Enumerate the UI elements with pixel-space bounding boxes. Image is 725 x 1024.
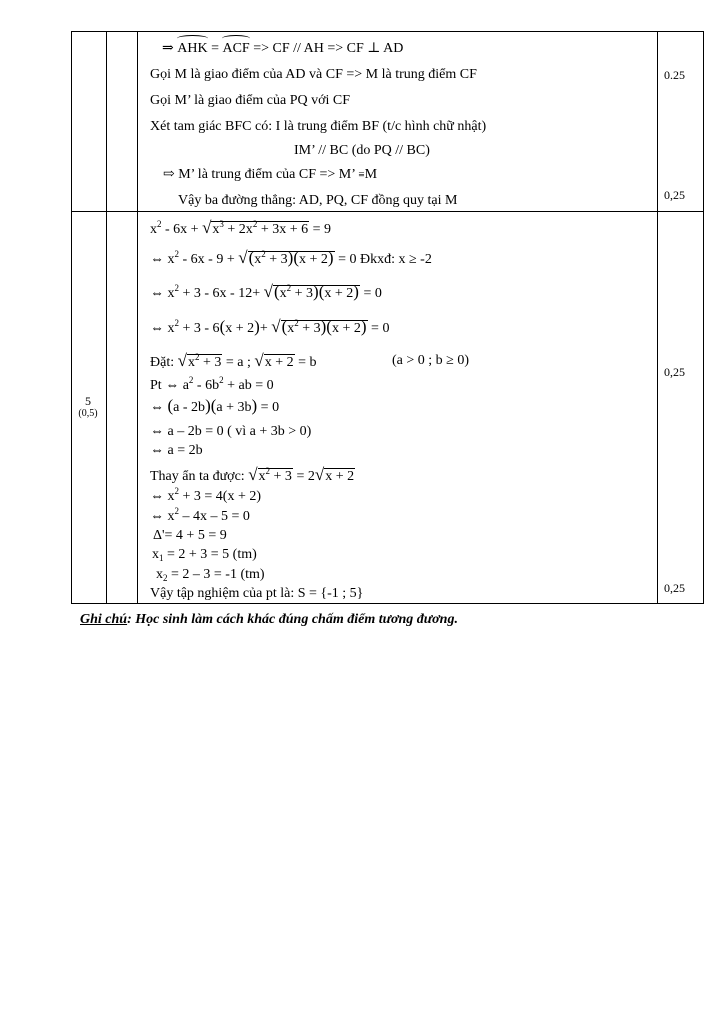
equivalent-icon: ⇔ [150,286,164,301]
root-x2: $x_2 = 2 - 3 = -1$ (tm) [156,567,265,583]
angle-ahk: AHK [177,41,208,56]
question-number: 5 [85,394,91,408]
arrow-right-icon: ⇨ [163,167,175,182]
col-line [71,31,72,604]
equivalent-icon: ⇔ [150,252,164,267]
equivalent-icon: ⇔ [150,489,164,504]
equivalent-icon: ⇔ [150,509,164,524]
equation-in-a-b: Pt ⇔ $a^2 - 6b^2$ + ab = 0 [150,375,274,393]
a-equals-2b: ⇔ a = 2b [150,443,203,458]
line-parallel: IM’ // BC (do PQ // BC) [294,143,430,158]
substitution-line: Đặt: $√x^2 + 3 = a$ ; √x + 2 = b [150,351,317,370]
footnote-label: Ghi chú [80,612,128,627]
quadratic-step-2: ⇔ $x^2 - 4x - 5 = 0$ [150,506,250,524]
substitution-condition: (a > 0 ; b ≥ 0) [392,353,470,368]
col-line [657,31,658,604]
line-concurrent: Vậy ba đường thẳng: AD, PQ, CF đồng quy tại M [178,193,458,208]
table-border-bottom [71,603,704,604]
footnote [80,612,458,628]
table-border-top [71,31,704,32]
perp-symbol: ⊥ [367,41,381,56]
row-divider [71,211,704,212]
equation-step-1: ⇔ $x^2 - 6x - 9 + √(x^2 + 3)(x + 2) = 0$ Đkxđ: x ≥ -2 [150,248,432,267]
quadratic-step-1: ⇔ $x^2 + 3 = 4(x + 2)$ [150,486,262,504]
equivalent-icon: ⇔ [150,443,164,458]
factored-equation: ⇔ (a - 2b)(a + 3b) = 0 [150,396,280,415]
solution-set: Vậy tập nghiệm của pt là: S = {-1 ; 5} [150,586,364,601]
line-m-definition: Gọi M là giao điểm của AD và CF => M là trung điểm CF [150,67,477,82]
back-substitution: Thay ẩn ta được: $√x^2 + 3 = 2√x + 2$ [150,465,355,484]
score-cell: 0,25 [664,365,685,379]
score-cell: 0.25 [664,68,685,82]
equation-step-2: ⇔ $x^2 + 3 - 6x - 12+ √(x^2 + 3)(x + 2) = 0$ [150,282,382,301]
equation-step-3: ⇔ $x^2 + 3 - 6(x + 2)+ √(x^2 + 3)(x + 2) = 0$ [150,317,390,336]
equivalent-icon: ⇔ [150,321,164,336]
line-angle-equal: ⇒ AHK = ACF => CF // AH => CF ⊥ AD [162,41,404,56]
equivalent-icon: ⇔ [150,400,164,415]
root-x1: $x_1 = 2 + 3 = 5$ (tm) [152,547,257,563]
equivalent-icon: ⇔ [150,424,164,439]
col-line [137,31,138,604]
col-line [703,31,704,604]
line-m-prime-definition: Gọi M’ là giao điểm của PQ với CF [150,93,351,108]
col-line [106,31,107,604]
score-cell: 0,25 [664,188,685,202]
score-cell: 0,25 [664,581,685,595]
line-midpoint: ⇨ M’ là trung điểm của CF => M’ ≡M [163,167,378,182]
linear-case: ⇔ a – 2b = 0 ( vì a + 3b > 0) [150,424,312,439]
angle-acf: ACF [222,41,250,56]
discriminant: Δ'= 4 + 5 = 9 [153,528,227,543]
equivalent-icon: ⇔ [165,378,180,393]
question-points: (0,5) [78,408,98,419]
footnote-text: : Học sinh làm cách khác đúng chấm điểm tương đương. [127,612,458,627]
equation-original: $x^2 - 6x + √x^3 + 2x^2 + 3x + 6 = 9$ [150,218,332,237]
line-triangle-bfc: Xét tam giác BFC có: I là trung điểm BF (t/c hình chữ nhật) [150,119,487,134]
